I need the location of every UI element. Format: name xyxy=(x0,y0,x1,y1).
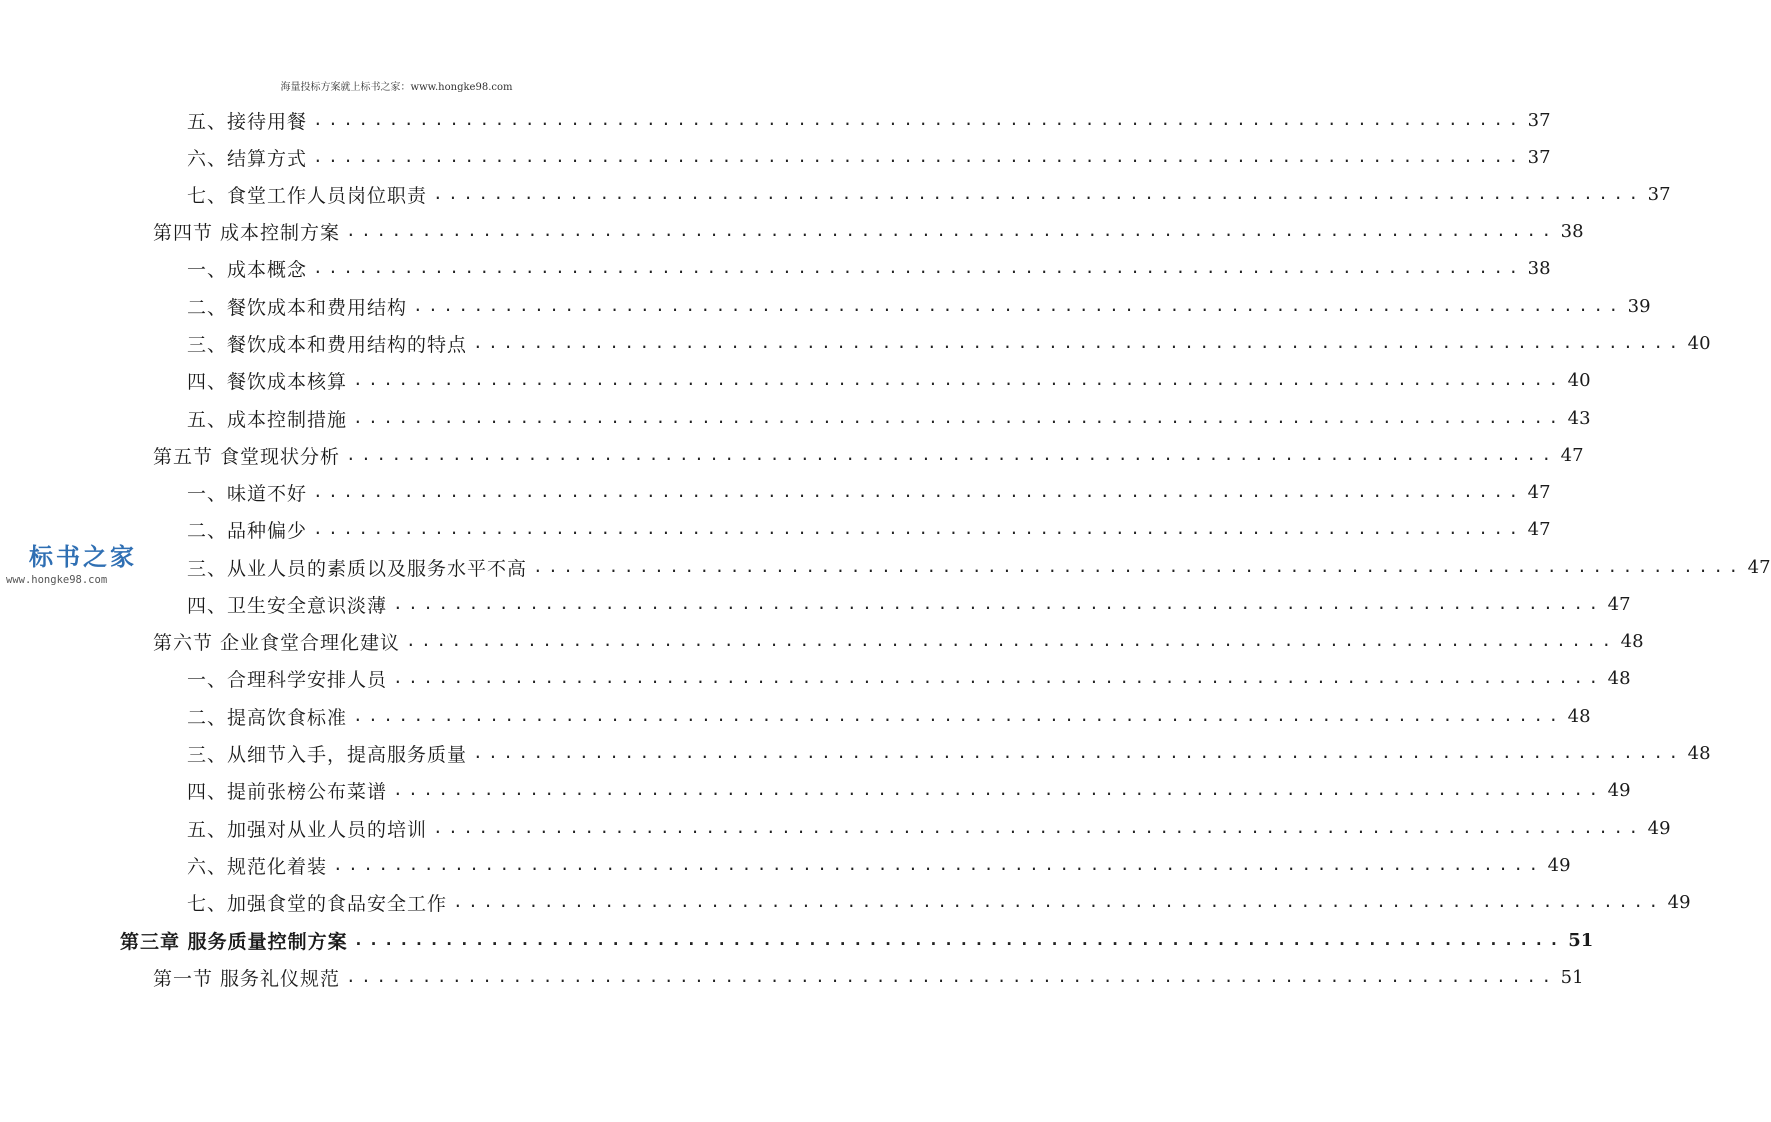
toc-entry-page: 51 xyxy=(1560,966,1584,988)
toc-section-entry[interactable] xyxy=(153,213,1584,249)
toc-entry[interactable] xyxy=(187,884,1691,920)
toc-entry-label: 四、餐饮成本核算 xyxy=(187,370,348,393)
toc-entry[interactable] xyxy=(187,250,1551,286)
toc-entry-page: 40 xyxy=(1687,332,1711,354)
toc-leader-dots: ................................................................................ xyxy=(353,930,1565,949)
toc-entry-label: 六、结算方式 xyxy=(187,147,308,170)
toc-leader-dots: ................................................................................ xyxy=(413,296,1624,315)
toc-leader-dots: ................................................................................ xyxy=(406,631,1617,650)
toc-entry-label: 六、规范化着装 xyxy=(187,855,328,878)
toc-entry-page: 37 xyxy=(1527,146,1551,168)
toc-leader-dots: ................................................................................ xyxy=(473,743,1684,762)
toc-leader-dots: ................................................................................ xyxy=(353,408,1564,427)
toc-entry-label: 五、加强对从业人员的培训 xyxy=(187,818,428,841)
toc-entry-label: 第四节 成本控制方案 xyxy=(153,221,341,244)
toc-entry-page: 38 xyxy=(1527,257,1551,279)
toc-entry-label: 一、合理科学安排人员 xyxy=(187,668,388,691)
toc-entry-label: 五、接待用餐 xyxy=(187,110,308,133)
toc-entry-page: 48 xyxy=(1620,630,1644,652)
toc-leader-dots: ................................................................................ xyxy=(346,445,1557,464)
toc-entry[interactable] xyxy=(187,660,1631,696)
toc-entry-page: 49 xyxy=(1667,891,1691,913)
toc-entry[interactable] xyxy=(187,176,1671,212)
toc-entry[interactable] xyxy=(187,586,1631,622)
page-header: 海量投标方案就上标书之家：www.hongke98.com xyxy=(280,82,513,93)
toc-section-entry[interactable] xyxy=(153,623,1644,659)
toc-entry-page: 49 xyxy=(1607,779,1631,801)
toc-entry-page: 48 xyxy=(1567,705,1591,727)
toc-leader-dots: ................................................................................ xyxy=(393,780,1604,799)
toc-entry-label: 七、食堂工作人员岗位职责 xyxy=(187,184,428,207)
toc-leader-dots: ................................................................................ xyxy=(346,967,1557,986)
toc-entry[interactable] xyxy=(187,772,1631,808)
toc-entry-label: 第六节 企业食堂合理化建议 xyxy=(153,631,401,654)
toc-entry-page: 39 xyxy=(1627,295,1651,317)
toc-entry-label: 三、餐饮成本和费用结构的特点 xyxy=(187,333,468,356)
toc-entry-page: 47 xyxy=(1560,444,1584,466)
toc-leader-dots: ................................................................................ xyxy=(393,668,1604,687)
toc-entry-page: 40 xyxy=(1567,369,1591,391)
toc-entry-label: 二、餐饮成本和费用结构 xyxy=(187,296,408,319)
toc-entry[interactable] xyxy=(187,139,1551,175)
toc-entry[interactable] xyxy=(187,102,1551,138)
toc-entry-label: 七、加强食堂的食品安全工作 xyxy=(187,892,448,915)
toc-leader-dots: ................................................................................ xyxy=(393,594,1604,613)
toc-entry-label: 四、提前张榜公布菜谱 xyxy=(187,780,388,803)
toc-entry-page: 47 xyxy=(1527,518,1551,540)
toc-leader-dots: ................................................................................ xyxy=(433,184,1644,203)
toc-leader-dots: ................................................................................ xyxy=(313,147,1524,166)
toc-leader-dots: ................................................................................ xyxy=(433,818,1644,837)
toc-entry-page: 37 xyxy=(1527,109,1551,131)
toc-section-entry[interactable] xyxy=(153,959,1584,995)
toc-entry-label: 二、品种偏少 xyxy=(187,519,308,542)
toc-leader-dots: ................................................................................ xyxy=(313,258,1524,277)
toc-leader-dots: ................................................................................ xyxy=(333,855,1544,874)
toc-entry[interactable] xyxy=(187,325,1711,361)
toc-entry[interactable] xyxy=(187,810,1671,846)
toc-leader-dots: ................................................................................ xyxy=(346,221,1557,240)
toc-entry[interactable] xyxy=(187,400,1591,436)
toc-entry-label: 三、从细节入手，提高服务质量 xyxy=(187,743,468,766)
toc-entry-page: 47 xyxy=(1527,481,1551,503)
toc-entry[interactable] xyxy=(187,698,1591,734)
toc-leader-dots: ................................................................................ xyxy=(533,557,1744,576)
toc-entry-page: 51 xyxy=(1568,929,1594,951)
toc-entry[interactable] xyxy=(187,362,1591,398)
toc-entry[interactable] xyxy=(187,288,1651,324)
toc-entry-label: 一、成本概念 xyxy=(187,258,308,281)
toc-entry[interactable] xyxy=(187,474,1551,510)
toc-entry-page: 43 xyxy=(1567,407,1591,429)
watermark-logo xyxy=(6,537,156,586)
toc-entry-label: 一、味道不好 xyxy=(187,482,308,505)
toc-entry[interactable] xyxy=(187,847,1571,883)
toc-entry-page: 38 xyxy=(1560,220,1584,242)
toc-entry-label: 四、卫生安全意识淡薄 xyxy=(187,594,388,617)
toc-entry-page: 47 xyxy=(1607,593,1631,615)
toc-entry[interactable] xyxy=(187,735,1711,771)
toc-section-entry[interactable] xyxy=(153,437,1584,473)
toc-entry-page: 48 xyxy=(1687,742,1711,764)
toc-leader-dots: ................................................................................ xyxy=(313,110,1524,129)
toc-entry-label: 第五节 食堂现状分析 xyxy=(153,445,341,468)
toc-entry-label: 第三章 服务质量控制方案 xyxy=(120,930,348,953)
toc-leader-dots: ................................................................................ xyxy=(353,706,1564,725)
toc-leader-dots: ................................................................................ xyxy=(453,892,1664,911)
toc-entry-page: 49 xyxy=(1647,817,1671,839)
toc-entry-label: 第一节 服务礼仪规范 xyxy=(153,967,341,990)
toc-entry-page: 49 xyxy=(1547,854,1571,876)
toc-entry[interactable] xyxy=(187,549,1771,585)
toc-entry-label: 五、成本控制措施 xyxy=(187,408,348,431)
toc-entry[interactable] xyxy=(187,511,1551,547)
toc-leader-dots: ................................................................................ xyxy=(313,519,1524,538)
toc-leader-dots: ................................................................................ xyxy=(473,333,1684,352)
toc-entry-page: 37 xyxy=(1647,183,1671,205)
toc-entry-page: 47 xyxy=(1747,556,1771,578)
watermark-title: 标书之家 xyxy=(29,543,137,571)
toc-entry-label: 二、提高饮食标准 xyxy=(187,706,348,729)
toc-leader-dots: ................................................................................ xyxy=(353,370,1564,389)
toc-entry-page: 48 xyxy=(1607,667,1631,689)
watermark-url: www.hongke98.com xyxy=(6,574,108,586)
toc-leader-dots: ................................................................................ xyxy=(313,482,1524,501)
toc-entry-label: 三、从业人员的素质以及服务水平不高 xyxy=(187,557,528,580)
toc-chapter-entry[interactable] xyxy=(120,922,1594,958)
